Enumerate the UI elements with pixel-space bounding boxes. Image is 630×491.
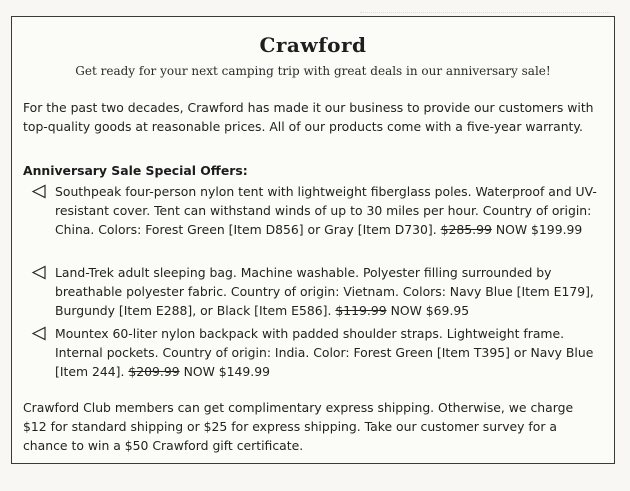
closing-paragraph: Crawford Club members can get complimentary express shipping. Otherwise, we charge $12 for standard shipping or $25 for express shipping. Take our customer survey for a chance to win a $50 Crawford gift certificate. bbox=[23, 400, 574, 453]
offer-text bbox=[55, 182, 607, 239]
offer-description: Land-Trek adult sleeping bag. Machine washable. Polyester filling surrounded by breathable polyester fabric. Country of origin: Vietnam. Colors: Navy Blue [Item E179], Burgundy [Item E288], or Black [Item E586]. bbox=[55, 265, 594, 318]
triangle-left-icon bbox=[23, 182, 49, 201]
offer-text bbox=[55, 324, 607, 381]
offer-item bbox=[23, 263, 607, 320]
intro-paragraph: For the past two decades, Crawford has made it our business to provide our customers with top-quality goods at reasonable prices. All of our products come with a five-year warranty. bbox=[23, 100, 594, 134]
new-price: NOW $149.99 bbox=[183, 364, 271, 379]
offer-description: Mountex 60-liter nylon backpack with padded shoulder straps. Lightweight frame. Internal pockets. Country of origin: India. Color: Forest Green [Item T395] or Navy Blue [Item 244]. bbox=[55, 326, 594, 379]
triangle-left-icon bbox=[23, 324, 49, 343]
brand-title: Crawford bbox=[259, 33, 367, 57]
old-price: $119.99 bbox=[335, 303, 387, 318]
offers-heading: Anniversary Sale Special Offers: bbox=[23, 163, 248, 178]
bleed-through-mark bbox=[360, 2, 610, 13]
offer-item bbox=[23, 182, 607, 258]
old-price: $285.99 bbox=[440, 222, 492, 237]
tagline: Get ready for your next camping trip with great deals in our anniversary sale! bbox=[75, 64, 551, 78]
new-price: NOW $199.99 bbox=[495, 222, 583, 237]
offer-text bbox=[55, 263, 607, 320]
offer-item bbox=[23, 324, 607, 381]
new-price: NOW $69.95 bbox=[390, 303, 470, 318]
triangle-left-icon bbox=[23, 263, 49, 282]
old-price: $209.99 bbox=[128, 364, 180, 379]
offer-description: Southpeak four-person nylon tent with lightweight fiberglass poles. Waterproof and UV-resistant cover. Tent can withstand winds of up to 30 miles per hour. Country of origin: China. Colors: Forest Green [Item D856] or Gray [Item D730]. bbox=[55, 184, 597, 237]
sale-notice-card bbox=[11, 16, 615, 464]
